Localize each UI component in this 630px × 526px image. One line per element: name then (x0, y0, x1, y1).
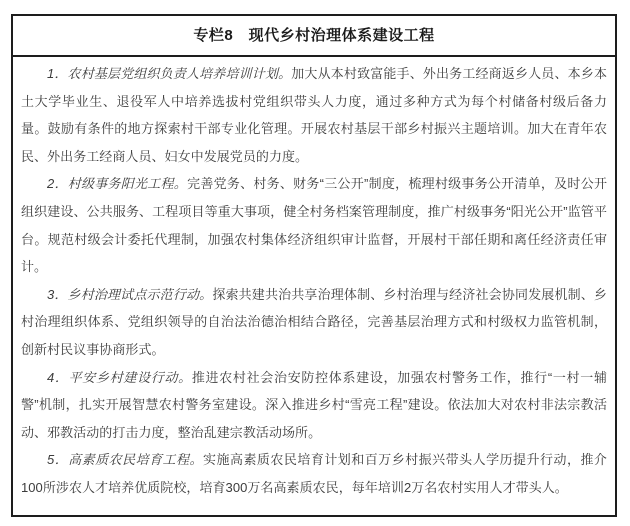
paragraph-lead: 1．农村基层党组织负责人培养培训计划。 (47, 66, 292, 81)
panel-title: 专栏8 现代乡村治理体系建设工程 (13, 16, 615, 57)
numbered-paragraph (21, 60, 607, 170)
paragraph-text: 推进农村社会治安防控体系建设，加强农村警务工作，推行“一村一辅警”机制，扎实开展智慧农村警务室建设。深入推进乡村“雪亮工程”建设。依法加大对农村非法宗教活动、邪教活动的打击力度，整治乱建宗教活动场所。 (21, 369, 607, 440)
paragraph-lead: 5．高素质农民培育工程。 (47, 452, 203, 468)
numbered-paragraph (21, 281, 607, 364)
paragraph-text: 探索共建共治共享治理体制、乡村治理与经济社会协同发展机制、乡村治理组织体系、党组织领导的自治法治德治相结合路径，完善基层治理方式和村级权力监管机制，创新村民议事协商形式。 (21, 286, 607, 357)
paragraph-text: 加大从本村致富能手、外出务工经商返乡人员、本乡本土大学毕业生、退役军人中培养选拔村党组织带头人力度，通过多种方式为每个村储备村级后备力量。鼓励有条件的地方探索村干部专业化管理。开展农村基层干部乡村振兴主题培训。加大在青年农民、外出务工经商人员、妇女中发展党员的力度。 (21, 66, 607, 164)
column-8-box (11, 14, 617, 517)
paragraph-lead: 4．平安乡村建设行动。 (47, 369, 192, 385)
paragraph-lead: 3．乡村治理试点示范行动。 (47, 286, 213, 302)
panel-body (13, 57, 615, 502)
numbered-paragraph (21, 364, 607, 447)
paragraph-text: 完善党务、村务、财务“三公开”制度，梳理村级事务公开清单，及时公开组织建设、公共服务、工程项目等重大事项，健全村务档案管理制度，推广村级事务“阳光公开”监管平台。规范村级会计委托代理制，加强农村集体经济组织审计监督，开展村干部任期和离任经济责任审计。 (21, 176, 607, 275)
numbered-paragraph (21, 170, 607, 280)
numbered-paragraph (21, 446, 607, 501)
paragraph-text: 实施高素质农民培育计划和百万乡村振兴带头人学历提升行动，推介100所涉农人才培养优质院校，培育300万名高素质农民，每年培训2万名农村实用人才带头人。 (21, 452, 607, 495)
paragraph-lead: 2．村级事务阳光工程。 (47, 176, 188, 192)
